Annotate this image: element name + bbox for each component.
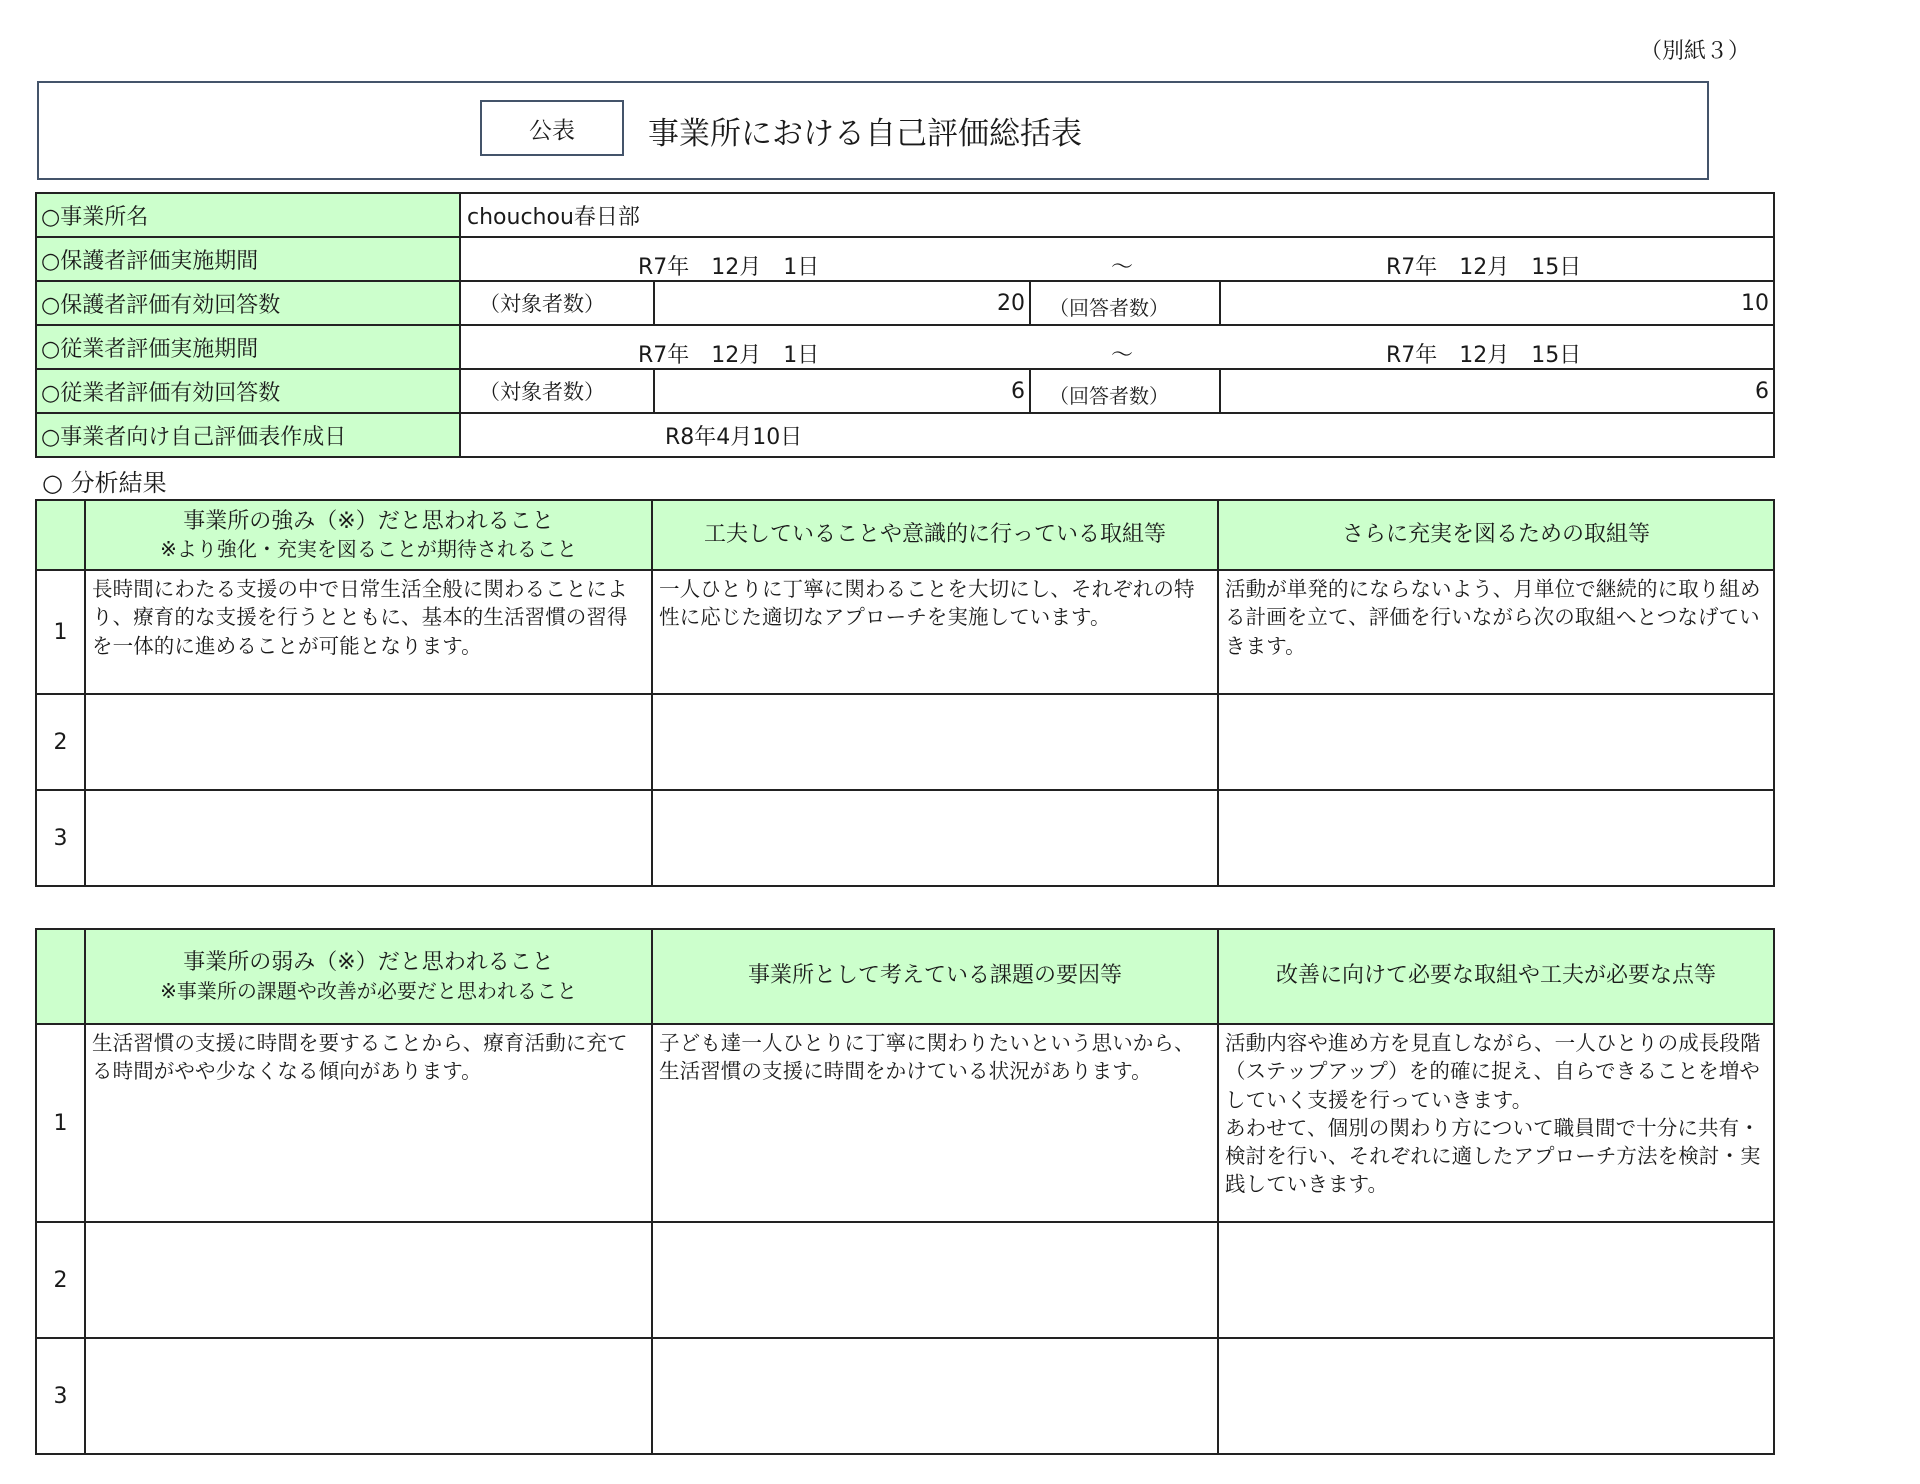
strengths-row [36,570,1774,694]
strengths-improvement-cell [1218,790,1774,886]
strengths-improvement-cell: 活動が単発的にならないよう、月単位で継続的に取り組める計画を立て、評価を行いながら次の取組へとつなげていきます。 [1218,570,1774,694]
strengths-row-number: 2 [36,694,85,790]
office-row [36,193,1774,237]
parent-period-end: R7年 12月 15日 [1386,255,1582,280]
weaknesses-action-cell [1218,1338,1774,1454]
parent-period-separator: ～ [1111,255,1134,280]
weaknesses-cause-cell [652,1338,1218,1454]
parent-respondent-label: （回答者数） [1030,281,1220,325]
office-label: ○事業所名 [36,193,460,237]
weaknesses-row-number: 1 [36,1024,85,1222]
parent-period-label: ○保護者評価実施期間 [36,237,460,281]
office-value: chouchou春日部 [460,193,1774,237]
parent-target-label: （対象者数） [460,281,654,325]
strengths-effort-cell [652,694,1218,790]
weaknesses-row-number: 2 [36,1222,85,1338]
weaknesses-row-number: 3 [36,1338,85,1454]
parent-count-label: ○保護者評価有効回答数 [36,281,460,325]
weaknesses-header-col1-sub: ※事業所の課題や改善が必要だと思われること [160,978,577,1003]
weaknesses-cell [85,1338,652,1454]
staff-period-value [460,325,1774,369]
strengths-header-row [36,500,1774,570]
weaknesses-action-cell [1218,1222,1774,1338]
strengths-cell [85,790,652,886]
staff-count-row [36,369,1774,413]
analysis-title: ○ 分析結果 [42,469,167,497]
strengths-row-number: 3 [36,790,85,886]
strengths-header-col2: 工夫していることや意識的に行っている取組等 [652,500,1218,570]
parent-target-value: 20 [654,281,1030,325]
staff-count-label: ○従業者評価有効回答数 [36,369,460,413]
staff-period-end: R7年 12月 15日 [1386,343,1582,368]
strengths-table [35,499,1775,887]
parent-period-start: R7年 12月 1日 [638,255,820,280]
staff-respondent-value: 6 [1220,369,1774,413]
strengths-row [36,694,1774,790]
parent-period-row [36,237,1774,281]
strengths-row-number: 1 [36,570,85,694]
staff-target-value: 6 [654,369,1030,413]
strengths-cell [85,694,652,790]
weaknesses-cause-cell: 子ども達一人ひとりに丁寧に関わりたいという思いから、生活習慣の支援に時間をかけている状況があります。 [652,1024,1218,1222]
weaknesses-action-cell: 活動内容や進め方を見直しながら、一人ひとりの成長段階（ステップアップ）を的確に捉え、自らできることを増やしていく支援を行っていきます。 あわせて、個別の関わり方について職員間で十分に共有・検討を行い、それぞれに適したアプローチ方法を検討・実践していきます。 [1218,1024,1774,1222]
weaknesses-header-row [36,929,1774,1024]
page-title: 事業所における自己評価総括表 [648,116,1082,152]
parent-count-row [36,281,1774,325]
weaknesses-row [36,1024,1774,1222]
parent-respondent-value: 10 [1220,281,1774,325]
strengths-effort-cell [652,790,1218,886]
staff-period-start: R7年 12月 1日 [638,343,820,368]
strengths-effort-cell: 一人ひとりに丁寧に関わることを大切にし、それぞれの特性に応じた適切なアプローチを実施しています。 [652,570,1218,694]
staff-respondent-label: （回答者数） [1030,369,1220,413]
strengths-header-col3: さらに充実を図るための取組等 [1218,500,1774,570]
created-date-row [36,413,1774,457]
strengths-improvement-cell [1218,694,1774,790]
weaknesses-cell: 生活習慣の支援に時間を要することから、療育活動に充てる時間がやや少なくなる傾向があります。 [85,1024,652,1222]
weaknesses-header-col1-main: 事業所の弱み（※）だと思われること [183,950,554,976]
strengths-cell: 長時間にわたる支援の中で日常生活全般に関わることにより、療育的な支援を行うとともに、基本的生活習慣の習得を一体的に進めることが可能となります。 [85,570,652,694]
weaknesses-header-col3: 改善に向けて必要な取組や工夫が必要な点等 [1218,929,1774,1024]
created-date-label: ○事業者向け自己評価表作成日 [36,413,460,457]
staff-period-label: ○従業者評価実施期間 [36,325,460,369]
strengths-index-header [36,500,85,570]
attachment-label: （別紙３） [1640,39,1751,64]
weaknesses-row [36,1338,1774,1454]
weaknesses-table [35,928,1775,1455]
weaknesses-index-header [36,929,85,1024]
weaknesses-header-col2: 事業所として考えている課題の要因等 [652,929,1218,1024]
parent-period-value [460,237,1774,281]
public-badge: 公表 [480,100,624,156]
weaknesses-cell [85,1222,652,1338]
weaknesses-header-col1 [85,929,652,1024]
staff-target-label: （対象者数） [460,369,654,413]
staff-period-row [36,325,1774,369]
weaknesses-cause-cell [652,1222,1218,1338]
weaknesses-row [36,1222,1774,1338]
created-date-value: R8年4月10日 [460,413,1774,457]
office-info-table [35,192,1775,458]
strengths-header-col1-sub: ※より強化・充実を図ることが期待されること [160,537,577,562]
strengths-row [36,790,1774,886]
staff-period-separator: ～ [1111,343,1134,368]
strengths-header-col1-main: 事業所の強み（※）だと思われること [183,508,554,534]
strengths-header-col1 [85,500,652,570]
